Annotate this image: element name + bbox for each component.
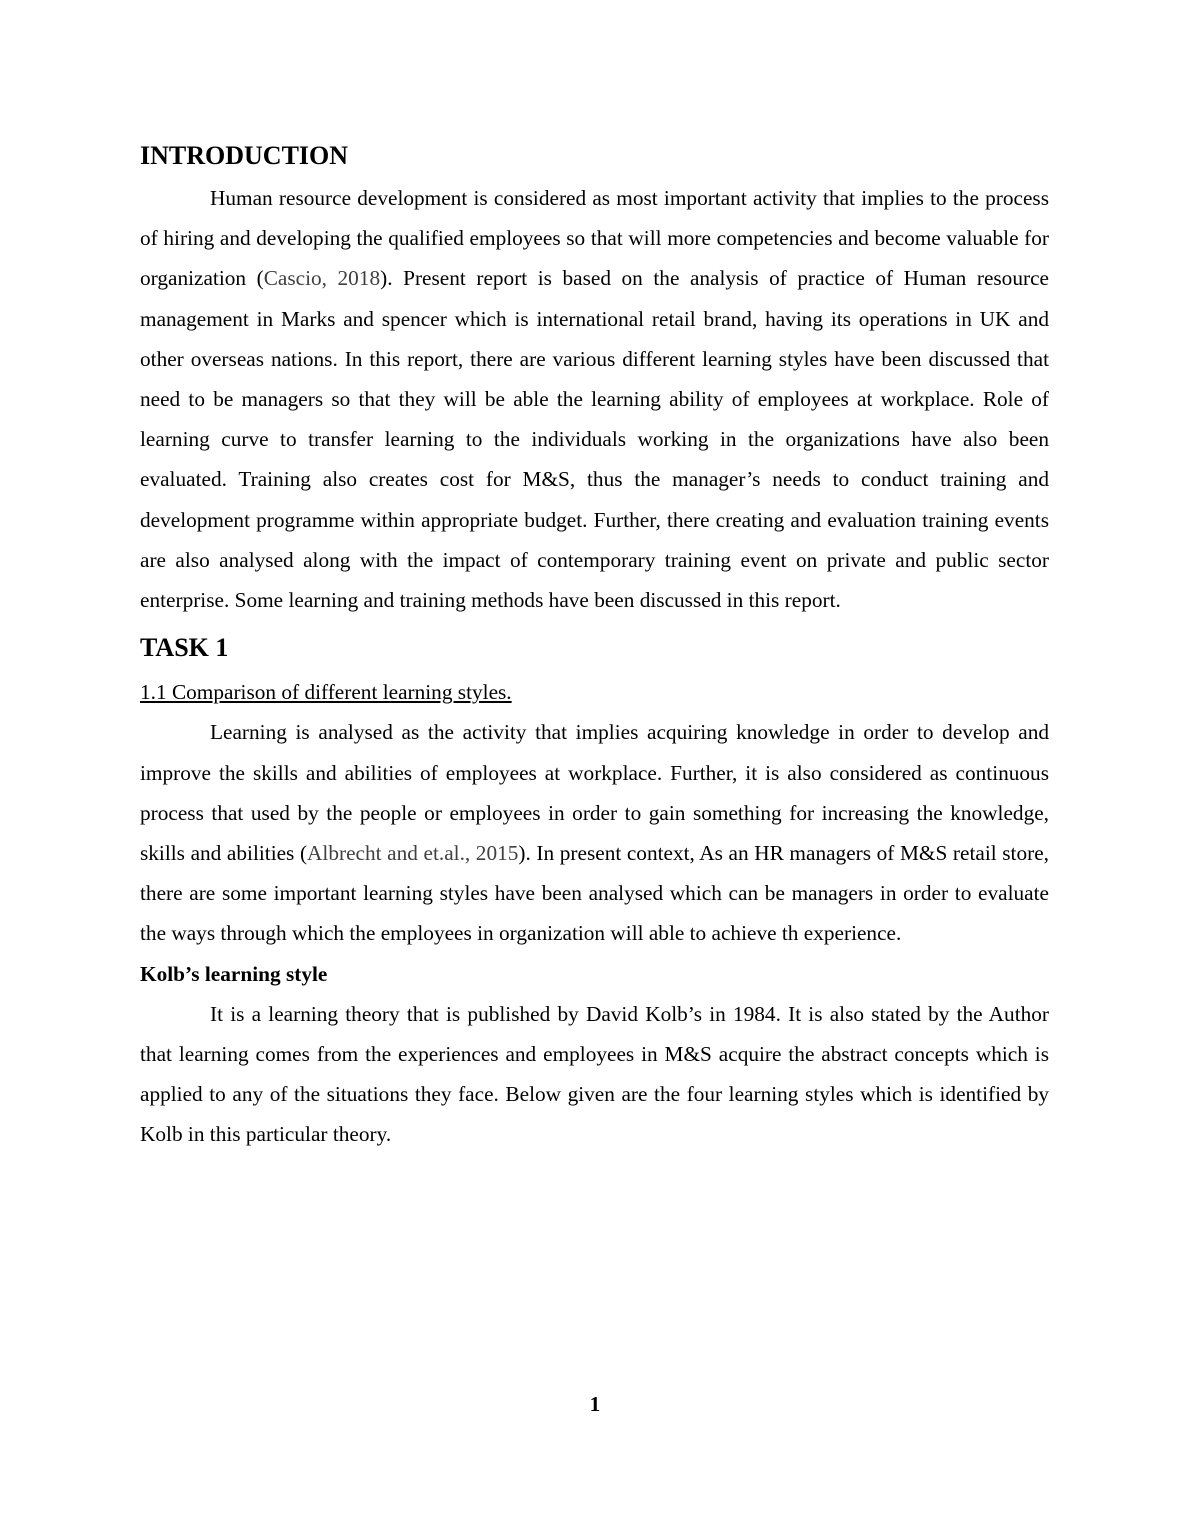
introduction-text-part2: ). Present report is based on the analysis of practice of Human resource management in Marks and spencer which is international retail brand, having its operations in UK and other overseas nations. In this report, there are various different learning styles have been discussed that need to be managers so that they will be able the learning ability of employees at workplace. Role of learning curve to transfer learning to the individuals working in the organizations have also been evaluated. Training also creates cost for M&S, thus the manager’s needs to conduct training and development programme within appropriate budget. Further, there creating and evaluation training events are also analysed along with the impact of contemporary training event on private and public sector enterprise. Some learning and training methods have been discussed in this report. bbox=[140, 266, 1049, 613]
introduction-paragraph bbox=[140, 178, 1049, 620]
page-number: 1 bbox=[589, 1392, 601, 1416]
task1-heading: TASK 1 bbox=[140, 633, 229, 663]
task1-text-part1: Learning is analysed as the activity that implies acquiring knowledge in order to develop and improve the skills and abilities of employees at workplace. Further, it is also considered as continuous process that used by the people or employees in order to gain something for increasing the knowledge, skills and abilities ( bbox=[140, 720, 1049, 866]
task1-text-part2: ). In present context, As an HR managers of M&S retail store, there are some important learning styles have been analysed which can be managers in order to evaluate the ways through which the employees in organization will able to achieve th experience. bbox=[140, 841, 1049, 946]
document-page bbox=[140, 138, 1049, 1155]
introduction-citation: Cascio, 2018 bbox=[263, 266, 381, 291]
kolb-heading: Kolb’s learning style bbox=[140, 961, 328, 986]
task1-subheading: 1.1 Comparison of different learning styles. bbox=[140, 680, 512, 705]
task1-paragraph bbox=[140, 712, 1049, 953]
introduction-text-part1: Human resource development is considered as most important activity that implies to the process of hiring and developing the qualified employees so that will more competencies and become valuable for organization ( bbox=[140, 186, 1049, 291]
introduction-heading: INTRODUCTION bbox=[140, 141, 349, 170]
kolb-paragraph: It is a learning theory that is published by David Kolb’s in 1984. It is also stated by the Author that learning comes from the experiences and employees in M&S acquire the abstract concepts which is applied to any of the situations they face. Below given are the four learning styles which is identified by Kolb in this particular theory. bbox=[140, 1001, 1049, 1147]
task1-citation: Albrecht and et.al., 2015 bbox=[307, 841, 519, 866]
